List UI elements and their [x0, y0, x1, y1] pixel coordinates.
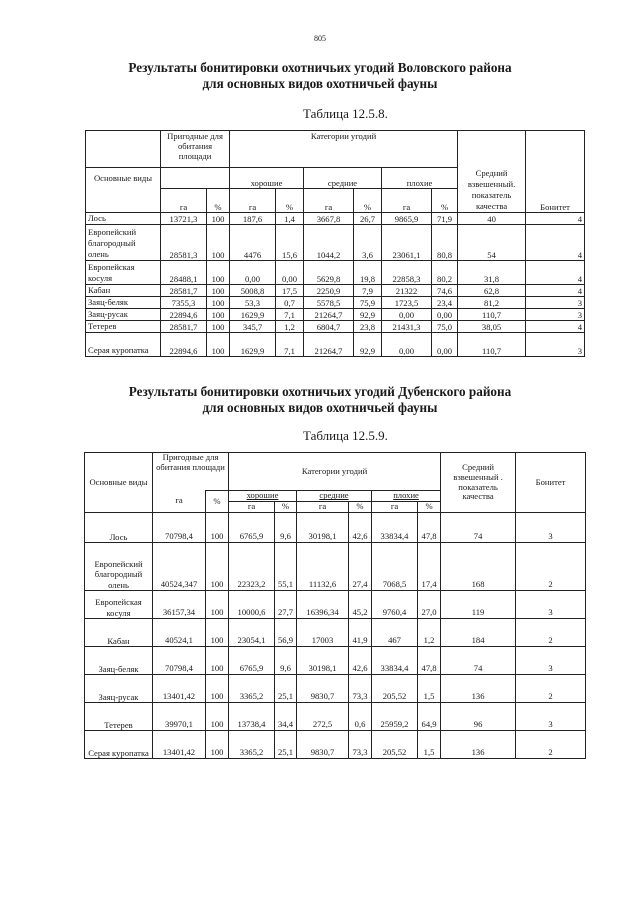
medium-ha: 30198,1: [297, 513, 349, 543]
good-pct: 9,6: [275, 647, 297, 675]
weighted-quality: 184: [441, 619, 516, 647]
bonitet-table-volovsky: [85, 130, 585, 357]
species-header: Основные виды: [86, 168, 161, 189]
medium-pct: 19,8: [354, 260, 382, 284]
weighted-quality: 136: [441, 675, 516, 703]
good-header: хорошие: [229, 491, 297, 502]
good-ha: 23054,1: [229, 619, 275, 647]
suitable-ha: 22894,6: [161, 332, 207, 356]
section2-title-line1: Результаты бонитировки охотничьих угодий Дубенского района: [128, 384, 512, 399]
table-row: [85, 619, 586, 647]
species-name: Заяц-русак: [86, 308, 161, 320]
poor-header: плохие: [372, 491, 441, 502]
table-row: [86, 332, 585, 356]
land-categories-header: Категории угодий: [230, 131, 458, 168]
weighted-quality: 62,8: [458, 284, 526, 296]
medium-ha: 5578,5: [304, 296, 354, 308]
section1-title-line2: для основных видов охотничьей фауны: [202, 76, 438, 91]
species-name: Европейская косуля: [86, 260, 161, 284]
poor-ha: 25959,2: [372, 703, 418, 731]
ha-header: га: [297, 502, 349, 513]
medium-pct: 45,2: [349, 591, 372, 619]
table-row: [86, 260, 585, 284]
poor-ha: 9865,9: [382, 212, 432, 224]
suitable-ha: 13401,42: [153, 731, 206, 759]
weighted-quality: 110,7: [458, 332, 526, 356]
good-ha: 187,6: [230, 212, 276, 224]
weighted-quality: 119: [441, 591, 516, 619]
poor-pct: 71,9: [432, 212, 458, 224]
suitable-ha: 40524,1: [153, 619, 206, 647]
good-pct: 25,1: [275, 731, 297, 759]
species-name: Серая куропатка: [86, 332, 161, 356]
suitable-area-header: Пригодные для обитания площади: [161, 131, 230, 168]
bonitet-value: 2: [516, 619, 586, 647]
poor-pct: 80,8: [432, 224, 458, 260]
suitable-ha: 13721,3: [161, 212, 207, 224]
good-ha: 13738,4: [229, 703, 275, 731]
bonitet-value: 2: [516, 731, 586, 759]
bonitet-value: 2: [516, 675, 586, 703]
suitable-ha: 13401,42: [153, 675, 206, 703]
bonitet-value: 3: [526, 296, 585, 308]
poor-pct: 1,2: [418, 619, 441, 647]
poor-ha: 205,52: [372, 731, 418, 759]
table-row: [86, 308, 585, 320]
bonitet-value: 4: [526, 260, 585, 284]
bonitet-value: 4: [526, 284, 585, 296]
poor-ha: 22858,3: [382, 260, 432, 284]
table-row: [86, 296, 585, 308]
section1-table-caption: Таблица 12.5.8.: [303, 106, 388, 121]
table-row: [85, 731, 586, 759]
good-pct: 27,7: [275, 591, 297, 619]
medium-pct: 0,6: [349, 703, 372, 731]
pct-header: %: [275, 502, 297, 513]
medium-pct: 26,7: [354, 212, 382, 224]
suitable-pct: 100: [207, 260, 230, 284]
medium-ha: 17003: [297, 619, 349, 647]
species-name: Заяц-беляк: [85, 647, 153, 675]
species-name: Тетерев: [86, 320, 161, 332]
ha-header: га: [372, 502, 418, 513]
section1-title-line1: Результаты бонитировки охотничьих угодий Воловского района: [128, 60, 512, 75]
good-pct: 34,4: [275, 703, 297, 731]
medium-ha: 1044,2: [304, 224, 354, 260]
suitable-ha: 28581,7: [161, 284, 207, 296]
suitable-pct: 100: [206, 731, 229, 759]
good-ha: 6765,9: [229, 513, 275, 543]
poor-ha: 0,00: [382, 308, 432, 320]
ha-header: га: [161, 189, 207, 212]
medium-ha: 21264,7: [304, 308, 354, 320]
suitable-ha: 28488,1: [161, 260, 207, 284]
bonitet-value: 3: [516, 591, 586, 619]
species-header-top: [86, 131, 161, 168]
medium-pct: 42,6: [349, 513, 372, 543]
poor-ha: 9760,4: [372, 591, 418, 619]
medium-pct: 92,9: [354, 308, 382, 320]
medium-ha: 272,5: [297, 703, 349, 731]
poor-pct: 74,6: [432, 284, 458, 296]
good-pct: 0,7: [276, 296, 304, 308]
bonitet-value: 3: [516, 703, 586, 731]
weighted-quality: 168: [441, 543, 516, 591]
ha-header: га: [153, 491, 206, 513]
ha-header: га: [229, 502, 275, 513]
suitable-pct: 100: [207, 284, 230, 296]
species-name: Заяц-беляк: [86, 296, 161, 308]
table-row: [86, 224, 585, 260]
weighted-header-top: [458, 131, 526, 168]
ha-header: га: [304, 189, 354, 212]
species-name: Лось: [86, 212, 161, 224]
table-row: [85, 513, 586, 543]
bonitet-value: 3: [516, 647, 586, 675]
weighted-quality: 74: [441, 513, 516, 543]
good-ha: 10000,6: [229, 591, 275, 619]
poor-pct: 80,2: [432, 260, 458, 284]
good-ha: 3365,2: [229, 675, 275, 703]
suitable-pct: 100: [206, 619, 229, 647]
table-row: [85, 543, 586, 591]
species-name: Тетерев: [85, 703, 153, 731]
good-ha: 4476: [230, 224, 276, 260]
medium-header: средние: [297, 491, 372, 502]
medium-ha: 9830,7: [297, 731, 349, 759]
medium-pct: 3,6: [354, 224, 382, 260]
ha-header: га: [382, 189, 432, 212]
bonitet-header: Бонитет: [526, 168, 585, 213]
bonitet-value: 3: [526, 308, 585, 320]
pct-header: %: [354, 189, 382, 212]
suitable-pct: 100: [207, 224, 230, 260]
bonitet-value: 4: [526, 320, 585, 332]
medium-pct: 27,4: [349, 543, 372, 591]
poor-pct: 23,4: [432, 296, 458, 308]
section2-title-line2: для основных видов охотничьей фауны: [202, 400, 438, 415]
land-categories-header: Категории угодий: [229, 453, 441, 491]
weighted-quality: 38,05: [458, 320, 526, 332]
pct-header: %: [432, 189, 458, 212]
species-name: Заяц-русак: [85, 675, 153, 703]
table-row: [85, 703, 586, 731]
good-pct: 9,6: [275, 513, 297, 543]
suitable-pct: 100: [206, 543, 229, 591]
poor-ha: 21431,3: [382, 320, 432, 332]
page-number: 805: [314, 34, 326, 43]
poor-pct: 1,5: [418, 731, 441, 759]
suitable-ha: 40524,347: [153, 543, 206, 591]
suitable-ha: 39970,1: [153, 703, 206, 731]
medium-header: средние: [304, 168, 382, 189]
suitable-ha: 70798,4: [153, 647, 206, 675]
good-pct: 17,5: [276, 284, 304, 296]
good-ha: 3365,2: [229, 731, 275, 759]
bonitet-value: 4: [526, 224, 585, 260]
weighted-quality: 40: [458, 212, 526, 224]
bonitet-value: 2: [516, 543, 586, 591]
poor-header: плохие: [382, 168, 458, 189]
good-pct: 15,6: [276, 224, 304, 260]
pct-header: %: [349, 502, 372, 513]
poor-ha: 23061,1: [382, 224, 432, 260]
ha-header: га: [230, 189, 276, 212]
medium-ha: 2250,9: [304, 284, 354, 296]
medium-ha: 6804,7: [304, 320, 354, 332]
medium-pct: 41,9: [349, 619, 372, 647]
species-name: Европейская косуля: [85, 591, 153, 619]
poor-ha: 7068,5: [372, 543, 418, 591]
medium-pct: 42,6: [349, 647, 372, 675]
poor-pct: 17,4: [418, 543, 441, 591]
good-ha: 0,00: [230, 260, 276, 284]
suitable-ha: 22894,6: [161, 308, 207, 320]
weighted-quality: 81,2: [458, 296, 526, 308]
poor-pct: 64,9: [418, 703, 441, 731]
good-ha: 6765,9: [229, 647, 275, 675]
species-name: Европейский благородный олень: [86, 224, 161, 260]
suitable-pct: 100: [207, 296, 230, 308]
poor-ha: 33834,4: [372, 513, 418, 543]
bonitet-value: 3: [526, 332, 585, 356]
good-pct: 25,1: [275, 675, 297, 703]
medium-ha: 21264,7: [304, 332, 354, 356]
poor-pct: 47,8: [418, 513, 441, 543]
good-ha: 1629,9: [230, 308, 276, 320]
weighted-quality: 96: [441, 703, 516, 731]
suitable-pct: 100: [206, 591, 229, 619]
weighted-quality: 31,8: [458, 260, 526, 284]
table-row: [86, 284, 585, 296]
medium-ha: 3667,8: [304, 212, 354, 224]
poor-ha: 33834,4: [372, 647, 418, 675]
good-pct: 55,1: [275, 543, 297, 591]
poor-pct: 1,5: [418, 675, 441, 703]
weighted-quality: 110,7: [458, 308, 526, 320]
bonitet-table-dubensky: [84, 452, 586, 759]
bonitet-value: 4: [526, 212, 585, 224]
good-ha: 5008,8: [230, 284, 276, 296]
suitable-ha: 7355,3: [161, 296, 207, 308]
good-header: хорошие: [230, 168, 304, 189]
suitable-pct: 100: [206, 703, 229, 731]
table-row: [85, 647, 586, 675]
poor-pct: 47,8: [418, 647, 441, 675]
bonitet-value: 3: [516, 513, 586, 543]
poor-ha: 21322: [382, 284, 432, 296]
suitable-pct: 100: [207, 212, 230, 224]
poor-ha: 467: [372, 619, 418, 647]
good-ha: 345,7: [230, 320, 276, 332]
suitable-ha: 70798,4: [153, 513, 206, 543]
good-pct: 56,9: [275, 619, 297, 647]
species-name: Кабан: [86, 284, 161, 296]
suitable-pct: 100: [207, 308, 230, 320]
bonitet-header-top: [526, 131, 585, 168]
species-name: Европейский благородный олень: [85, 543, 153, 591]
section2-table-caption: Таблица 12.5.9.: [303, 428, 388, 443]
weighted-quality: 74: [441, 647, 516, 675]
suitable-ha: 36157,34: [153, 591, 206, 619]
good-ha: 53,3: [230, 296, 276, 308]
suitable-ha: 28581,3: [161, 224, 207, 260]
good-pct: 7,1: [276, 308, 304, 320]
good-pct: 1,2: [276, 320, 304, 332]
good-pct: 1,4: [276, 212, 304, 224]
medium-ha: 5629,8: [304, 260, 354, 284]
weighted-quality: 54: [458, 224, 526, 260]
weighted-quality: 136: [441, 731, 516, 759]
table-row: [85, 675, 586, 703]
medium-pct: 73,3: [349, 731, 372, 759]
medium-ha: 16396,34: [297, 591, 349, 619]
medium-pct: 73,3: [349, 675, 372, 703]
suitable-area-header: Пригодные для обитания площади: [153, 453, 229, 491]
suitable-pct: 100: [207, 320, 230, 332]
medium-pct: 75,9: [354, 296, 382, 308]
table-row: [86, 320, 585, 332]
medium-pct: 23,8: [354, 320, 382, 332]
table-row: [85, 591, 586, 619]
pct-header: %: [276, 189, 304, 212]
species-header: Основные виды: [85, 453, 153, 513]
poor-ha: 205,52: [372, 675, 418, 703]
suitable-pct: 100: [206, 647, 229, 675]
pct-header: %: [418, 502, 441, 513]
medium-ha: 11132,6: [297, 543, 349, 591]
weighted-header: Средний взвешенный. показатель качества: [458, 168, 526, 213]
good-pct: 0,00: [276, 260, 304, 284]
species-name: Лось: [85, 513, 153, 543]
suitable-ha: 28581,7: [161, 320, 207, 332]
suitable-pct: 100: [207, 332, 230, 356]
poor-pct: 0,00: [432, 308, 458, 320]
medium-ha: 30198,1: [297, 647, 349, 675]
suitable-pct: 100: [206, 675, 229, 703]
pct-header: %: [207, 189, 230, 212]
good-pct: 7,1: [276, 332, 304, 356]
poor-pct: 27,0: [418, 591, 441, 619]
weighted-header: Средний взвешенный . показатель качества: [441, 453, 516, 513]
species-name: Кабан: [85, 619, 153, 647]
poor-pct: 75,0: [432, 320, 458, 332]
species-name: Серая куропатка: [85, 731, 153, 759]
table-row: [86, 212, 585, 224]
medium-pct: 92,9: [354, 332, 382, 356]
good-ha: 22323,2: [229, 543, 275, 591]
bonitet-header: Бонитет: [516, 453, 586, 513]
poor-ha: 0,00: [382, 332, 432, 356]
poor-ha: 1723,5: [382, 296, 432, 308]
medium-pct: 7,9: [354, 284, 382, 296]
good-ha: 1629,9: [230, 332, 276, 356]
poor-pct: 0,00: [432, 332, 458, 356]
pct-header: %: [206, 491, 229, 513]
suitable-pct: 100: [206, 513, 229, 543]
medium-ha: 9830,7: [297, 675, 349, 703]
